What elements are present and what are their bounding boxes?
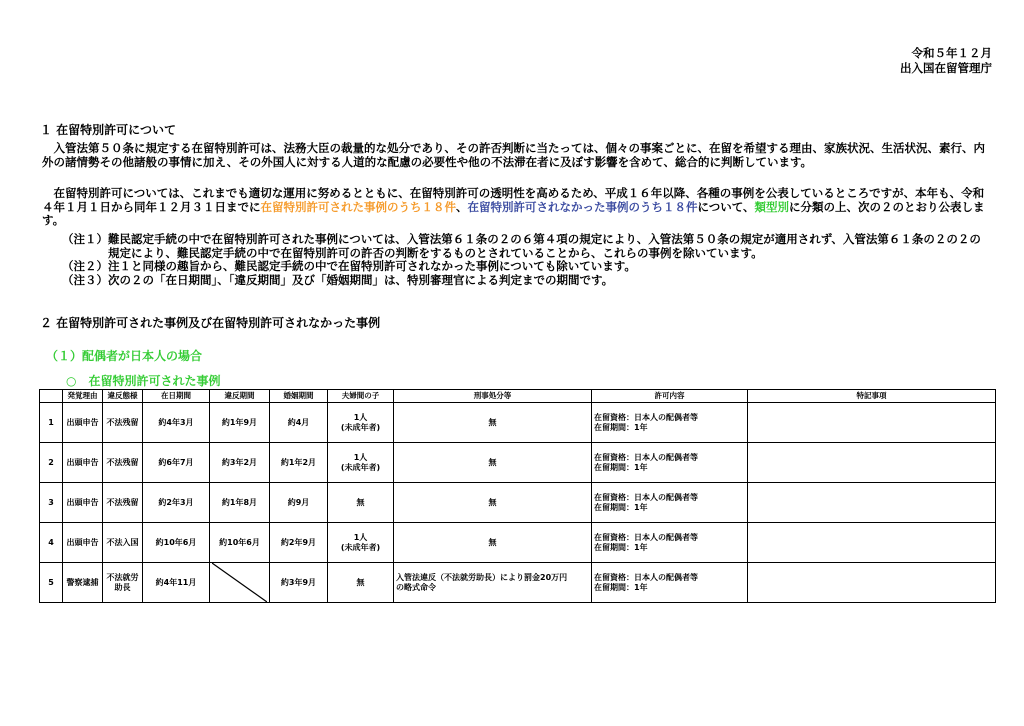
category-highlight: 類型別 (754, 199, 790, 214)
permit-period: 在留期間：1年 (594, 502, 648, 512)
stay-period: 約2年3月 (143, 483, 210, 523)
column-header: 夫婦間の子 (328, 390, 394, 403)
violation-period: 約10年6月 (210, 523, 270, 563)
permitted-cases-table (39, 389, 996, 603)
stay-period: 約6年7月 (143, 443, 210, 483)
case-list-heading: ○ 在留特別許可された事例 (66, 374, 221, 388)
row-number: 3 (40, 483, 63, 523)
marriage-period: 約9月 (270, 483, 328, 523)
permit-status: 在留資格：日本人の配偶者等 (594, 412, 698, 422)
row-number: 4 (40, 523, 63, 563)
permit-content (592, 443, 748, 483)
para2-text-d: に分類の上、次の２のとおり公表します。 (42, 199, 985, 227)
discovery-reason: 出頭申告 (63, 523, 103, 563)
table-header-row (40, 390, 996, 403)
table-row (40, 483, 996, 523)
note-label: （注２） (62, 259, 108, 273)
table-row (40, 523, 996, 563)
violation-period-not-applicable (210, 563, 270, 603)
marriage-period: 約2年9月 (270, 523, 328, 563)
permit-content (592, 563, 748, 603)
column-header: 特記事項 (748, 390, 996, 403)
children (328, 403, 394, 443)
children-note: (未成年者) (340, 422, 381, 432)
violation-type: 不法残留 (103, 483, 143, 523)
section1-paragraph2 (42, 187, 994, 228)
children-note: (未成年者) (340, 462, 381, 472)
stay-period: 約10年6月 (143, 523, 210, 563)
permit-status: 在留資格：日本人の配偶者等 (594, 492, 698, 502)
note-text: 難民認定手続の中で在留特別許可された事例については、入管法第６１条の２の６第４項の規定により、入管法第５０条の規定が適用されず、入管法第６１条の２の２の規定により、難民認定手続の中で在留特別許可の許否の判断をするものとされていることから、これらの事例を除いています。 (108, 232, 981, 260)
violation-type: 不法残留 (103, 443, 143, 483)
permit-period: 在留期間：1年 (594, 582, 648, 592)
document-header (900, 46, 992, 76)
children-count: 1人 (353, 452, 368, 462)
remarks (748, 483, 996, 523)
discovery-reason: 出頭申告 (63, 443, 103, 483)
section1-paragraph1: 入管法第５０条に規定する在留特別許可は、法務大臣の裁量的な処分であり、その許否判断に当たっては、個々の事案ごとに、在留を希望する理由、家族状況、生活状況、素行、内外の諸情勢その他諸般の事情に加え、その外国人に対する人道的な配慮の必要性や他の不法滞在者に及ぼす影響を含めて、総合的に判断しています。 (42, 141, 985, 169)
remarks (748, 403, 996, 443)
criminal-disposition (394, 443, 592, 483)
children-count: 1人 (353, 412, 368, 422)
column-header: 発覚理由 (63, 390, 103, 403)
discovery-reason: 出頭申告 (63, 403, 103, 443)
note-item (62, 274, 992, 288)
issuing-agency: 出入国在留管理庁 (900, 61, 992, 75)
permit-period: 在留期間：1年 (594, 542, 648, 552)
note-label: （注３） (62, 272, 108, 287)
marriage-period: 約1年2月 (270, 443, 328, 483)
note-item (62, 233, 992, 260)
column-header: 違反期間 (210, 390, 270, 403)
stay-period: 約4年3月 (143, 403, 210, 443)
column-header: 刑事処分等 (394, 390, 592, 403)
children (328, 483, 394, 523)
criminal-disposition (394, 523, 592, 563)
para2-text-a: 在留特別許可については、これまでも適切な運用に努めるとともに、在留特別許可の透明性を高めるため、平成１６年以降、各種の事例を公表しているところですが、本年も、令和４年１月１日から同年１２月３１日までに (42, 186, 985, 214)
children-note: (未成年者) (340, 542, 381, 552)
criminal-line1: 無 (488, 537, 497, 547)
children-count: 無 (356, 497, 365, 507)
criminal-disposition (394, 563, 592, 603)
row-number: 2 (40, 443, 63, 483)
violation-period: 約1年9月 (210, 403, 270, 443)
diagonal-line-icon (212, 563, 267, 602)
permit-period: 在留期間：1年 (594, 422, 648, 432)
children (328, 443, 394, 483)
table-row (40, 443, 996, 483)
note-text: 注１と同様の趣旨から、難民認定手続の中で在留特別許可されなかった事例についても除いています。 (108, 259, 636, 273)
violation-period: 約3年2月 (210, 443, 270, 483)
criminal-disposition (394, 483, 592, 523)
marriage-period: 約4月 (270, 403, 328, 443)
notes-list (62, 233, 992, 287)
violation-type: 不法残留 (103, 403, 143, 443)
note-text: 次の２の「在日期間」、「違反期間」及び「婚姻期間」は、特別審理官による判定までの期間です。 (108, 272, 614, 287)
violation-type: 不法入国 (103, 523, 143, 563)
column-header: 婚姻期間 (270, 390, 328, 403)
permit-status: 在留資格：日本人の配偶者等 (594, 452, 698, 462)
children (328, 523, 394, 563)
violation-type: 不法就労 助長 (103, 563, 143, 603)
children-count: 無 (356, 577, 365, 587)
column-header: 在日期間 (143, 390, 210, 403)
discovery-reason: 出頭申告 (63, 483, 103, 523)
marriage-period: 約3年9月 (270, 563, 328, 603)
discovery-reason: 警察逮捕 (63, 563, 103, 603)
violation-period: 約1年8月 (210, 483, 270, 523)
criminal-line1: 無 (488, 457, 497, 467)
note-label: （注１） (62, 232, 108, 246)
column-header: 違反態様 (103, 390, 143, 403)
stay-period: 約4年11月 (143, 563, 210, 603)
column-header: 許可内容 (592, 390, 748, 403)
table-row (40, 563, 996, 603)
children (328, 563, 394, 603)
permit-period: 在留期間：1年 (594, 462, 648, 472)
permit-content (592, 483, 748, 523)
permit-content (592, 403, 748, 443)
table-row (40, 403, 996, 443)
children-count: 1人 (353, 532, 368, 542)
para2-text-b: 、 (456, 199, 468, 214)
para2-text-c: について、 (697, 199, 755, 214)
permit-status: 在留資格：日本人の配偶者等 (594, 572, 698, 582)
criminal-line2: の略式命令 (396, 582, 436, 592)
criminal-disposition (394, 403, 592, 443)
section1-heading: １ 在留特別許可について (40, 123, 176, 137)
criminal-line1: 入管法違反（不法就労助長）により罰金20万円 (396, 572, 568, 582)
criminal-line1: 無 (488, 417, 497, 427)
note-item (62, 260, 992, 274)
document-date: 令和５年１２月 (911, 46, 992, 60)
row-number: 1 (40, 403, 63, 443)
not-permitted-cases-highlight: 在留特別許可されなかった事例のうち１８件 (467, 199, 698, 214)
subsection-heading: （１）配偶者が日本人の場合 (46, 349, 203, 363)
row-number: 5 (40, 563, 63, 603)
column-header-no (40, 390, 63, 403)
remarks (748, 443, 996, 483)
criminal-line1: 無 (488, 497, 497, 507)
permitted-cases-highlight: 在留特別許可された事例のうち１８件 (260, 199, 456, 214)
remarks (748, 563, 996, 603)
section2-heading: ２ 在留特別許可された事例及び在留特別許可されなかった事例 (40, 316, 381, 330)
remarks (748, 523, 996, 563)
permit-content (592, 523, 748, 563)
permit-status: 在留資格：日本人の配偶者等 (594, 532, 698, 542)
